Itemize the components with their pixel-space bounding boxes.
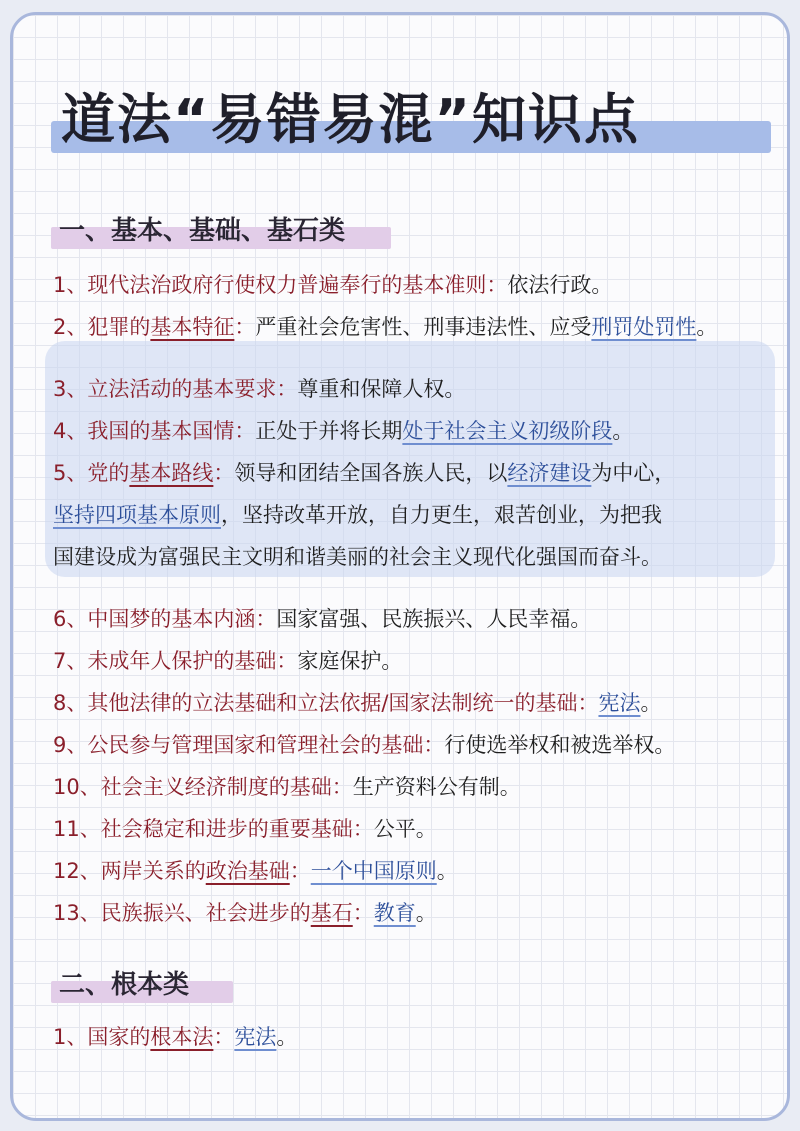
list-item-1-6: 6、中国梦的基本内涵：国家富强、民族振兴、人民幸福。 <box>53 607 592 631</box>
list-item-1-9: 9、公民参与管理国家和管理社会的基础：行使选举权和被选举权。 <box>53 733 676 757</box>
list-item-1-12: 12、两岸关系的政治基础：一个中国原则。 <box>53 859 458 883</box>
list-item-1-11: 11、社会稳定和进步的重要基础：公平。 <box>53 817 437 841</box>
list-item-1-5-line-2: 坚持四项基本原则，坚持改革开放，自力更生，艰苦创业，为把我 <box>53 503 662 527</box>
list-item-1-8: 8、其他法律的立法基础和立法依据/国家法制统一的基础：宪法。 <box>53 691 662 715</box>
note-card <box>10 12 790 1121</box>
list-item-1-5-line-3: 国建设成为富强民主文明和谐美丽的社会主义现代化强国而奋斗。 <box>53 545 662 569</box>
page-title: 道法“易错易混”知识点 <box>61 88 640 151</box>
list-item-1-2: 2、犯罪的基本特征：严重社会危害性、刑事违法性、应受刑罚处罚性。 <box>53 315 718 339</box>
title-block <box>51 85 771 161</box>
list-item-1-10: 10、社会主义经济制度的基础：生产资料公有制。 <box>53 775 521 799</box>
list-item-2-1: 1、国家的根本法：宪法。 <box>53 1025 298 1049</box>
list-item-1-4: 4、我国的基本国情：正处于并将长期处于社会主义初级阶段。 <box>53 419 634 443</box>
list-item-1-5: 5、党的基本路线：领导和团结全国各族人民，以经济建设为中心， <box>53 461 676 485</box>
section-heading-1: 一、基本、基础、基石类 <box>51 213 351 249</box>
list-item-1-1: 1、现代法治政府行使权力普遍奉行的基本准则：依法行政。 <box>53 273 613 297</box>
list-item-1-7: 7、未成年人保护的基础：家庭保护。 <box>53 649 403 673</box>
list-item-1-3: 3、立法活动的基本要求：尊重和保障人权。 <box>53 377 466 401</box>
section-heading-2: 二、根本类 <box>51 967 195 1003</box>
list-item-1-13: 13、民族振兴、社会进步的基石：教育。 <box>53 901 437 925</box>
